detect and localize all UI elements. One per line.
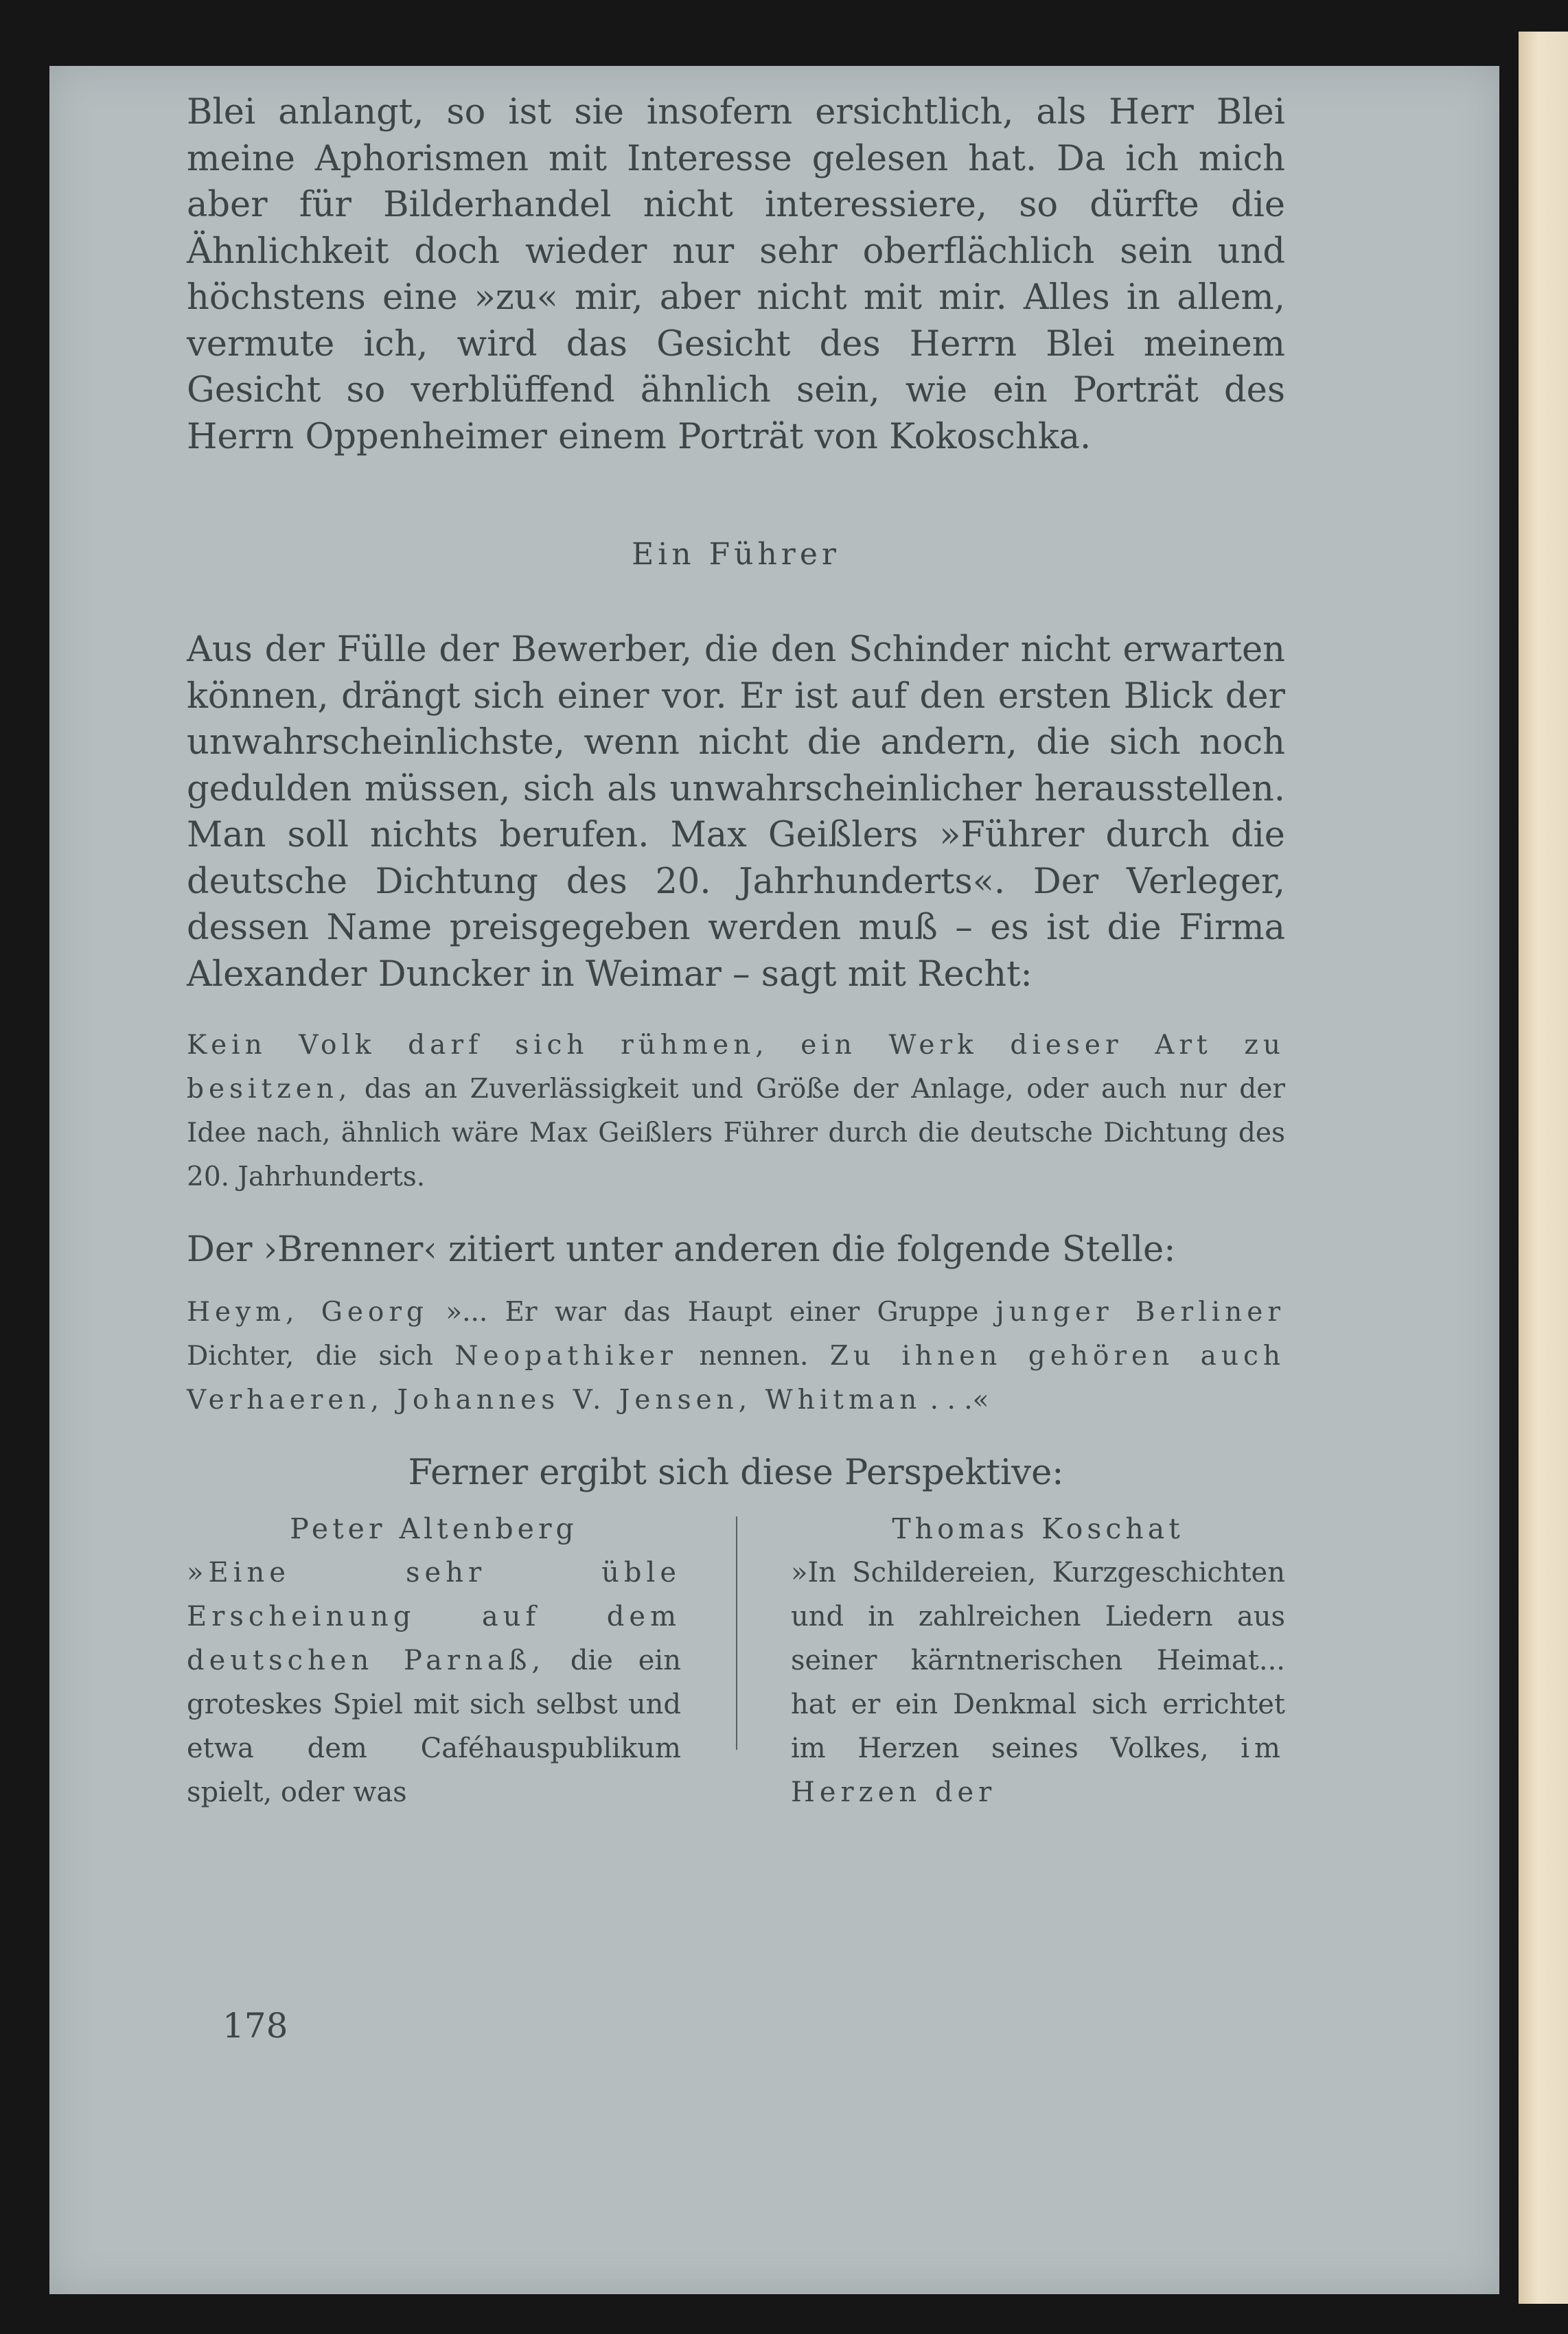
column-left-body	[187, 1551, 681, 1814]
quote-1	[187, 1024, 1285, 1199]
quote-1-spaced-lead: Kein Volk darf sich rühmen, ein Werk dieser Art zu besitzen,	[187, 1030, 1285, 1105]
quote-2-part-2: Dichter, die sich	[187, 1341, 455, 1372]
quote-2-part-4: . . .«	[921, 1385, 989, 1416]
column-right-body	[791, 1551, 1285, 1814]
column-divider	[736, 1516, 737, 1750]
column-left-spaced: »Eine sehr üble Erscheinung auf dem deutschen Parnaß,	[187, 1557, 681, 1676]
intro-2: Der ›Brenner‹ zitiert unter anderen die folgende Stelle:	[187, 1229, 1176, 1270]
quote-2-spaced-2: Neopathiker	[454, 1341, 678, 1372]
column-right-text: »In Schildereien, Kurzgeschichten und in zahlreichen Liedern aus seiner kärntnerischen Heimat... hat er ein Denkmal sich errichtet im Herzen seines Volkes,	[791, 1557, 1285, 1764]
column-left-head: Peter Altenberg	[290, 1512, 578, 1545]
section-heading-wrap	[187, 537, 1285, 572]
column-right-spaced-tail: im Herzen der	[791, 1733, 1285, 1808]
page-edge	[1519, 32, 1568, 2304]
column-right-head: Thomas Koschat	[892, 1512, 1184, 1545]
quote-2	[187, 1291, 1285, 1422]
quote-2-spaced-3: Zu ihnen gehören auch Verhaeren, Johannes V. Jensen, Whitman	[187, 1341, 1285, 1416]
page-number: 178	[222, 2006, 288, 2046]
section-heading: Ein Führer	[632, 537, 840, 572]
comparison-columns	[187, 1507, 1285, 1814]
intro-3: Ferner ergibt sich diese Perspektive:	[408, 1453, 1064, 1493]
quote-2-part-3: nennen.	[677, 1341, 830, 1372]
paragraph-2: Aus der Fülle der Bewerber, die den Schinder nicht erwarten können, drängt sich einer vor. Er ist auf den ersten Blick der unwahrscheinlichste, wenn nicht die andern, die sich noch gedulden müssen, sich als unwahrscheinlicher herausstellen. Man soll nichts berufen. Max Geißlers »Führer durch die deutsche Dichtung des 20. Jahrhunderts«. Der Verleger, dessen Name preisgegeben werden muß – es ist die Firma Alexander Duncker in Weimar – sagt mit Recht:	[187, 629, 1285, 995]
column-left	[187, 1507, 681, 1814]
quote-1-rest: das an Zuverlässigkeit und Größe der Anlage, oder auch nur der Idee nach, ähnlich wäre Max Geißlers Führer durch die deutsche Dichtung des 20. Jahrhunderts.	[187, 1074, 1285, 1192]
quote-2-part-1: »... Er war das Haupt einer Gruppe	[428, 1297, 996, 1328]
paragraph-1: Blei anlangt, so ist sie insofern ersichtlich, als Herr Blei meine Aphorismen mit Interesse gelesen hat. Da ich mich aber für Bilderhandel nicht interessiere, so dürfte die Ähnlichkeit doch wieder nur sehr oberflächlich sein und höchstens eine »zu« mir, aber nicht mit mir. Alles in allem, vermute ich, wird das Gesicht des Herrn Blei meinem Gesicht so verblüffend ähnlich sein, wie ein Porträt des Herrn Oppenheimer einem Porträt von Kokoschka.	[187, 92, 1285, 457]
quote-2-name: Heym, Georg	[187, 1297, 429, 1328]
column-right	[791, 1507, 1285, 1814]
page-content	[187, 89, 1285, 1814]
column-left-rest: die ein groteskes Spiel mit sich selbst und etwa dem Caféhauspublikum spielt, oder was	[187, 1645, 681, 1808]
quote-2-spaced-1: junger Berliner	[995, 1297, 1285, 1328]
